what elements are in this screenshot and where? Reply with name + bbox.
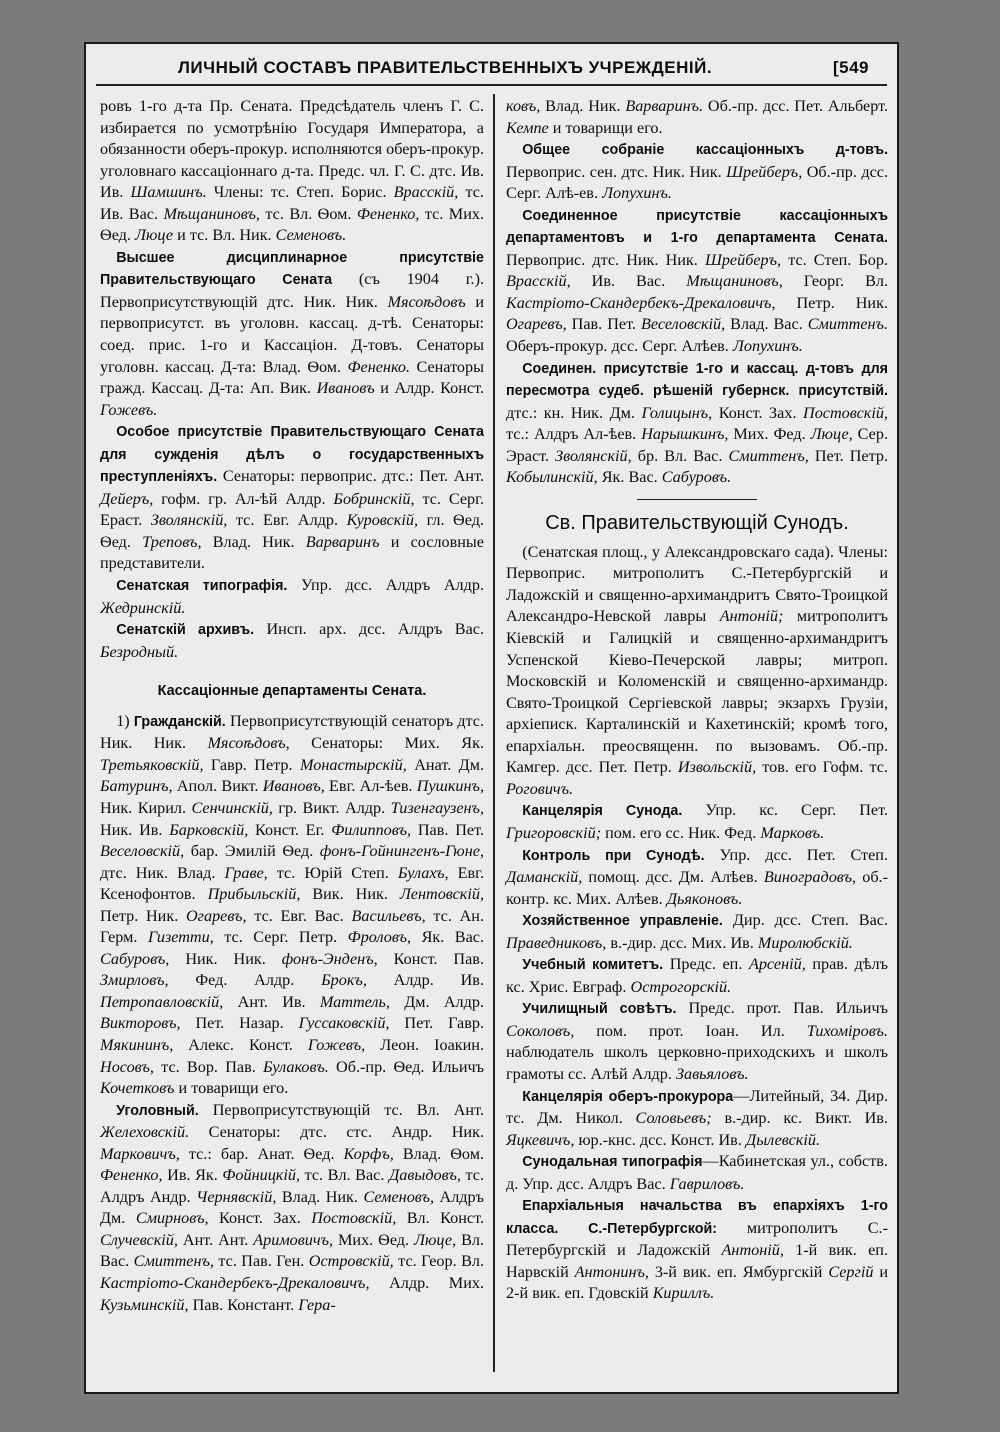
- entry-text: в.-дир. кс. Викт. Ив.: [711, 1109, 888, 1128]
- entry-text: Вик. Ник.: [300, 885, 400, 904]
- person-surname: Кобылинскій,: [506, 468, 598, 487]
- entry-heading: Сунодальная типографія: [522, 1154, 703, 1171]
- running-header: [86, 54, 897, 82]
- entry-text: тс. Вл. Ѳом.: [259, 204, 357, 223]
- person-surname: Безродный.: [100, 642, 179, 661]
- entry-text: Первоприс. дтс. Ник. Ник.: [506, 250, 705, 269]
- entry-heading: Канцелярія оберъ-прокурора: [522, 1088, 734, 1105]
- entry-heading: Особое присутствіе Правительствующаго Сената для сужденія дѣлъ о государственныхъ преступленіяхъ.: [100, 424, 484, 486]
- person-surname: Барковскій,: [169, 820, 249, 839]
- continuation-paragraph: [506, 96, 888, 139]
- person-surname: Завьяловъ.: [675, 1064, 749, 1083]
- person-surname: Кириллъ.: [652, 1284, 715, 1303]
- person-surname: Мѣщаниновъ,: [163, 204, 260, 223]
- entry-text: Ник. Ив.: [100, 820, 170, 839]
- person-surname: Фененко,: [100, 1166, 163, 1185]
- person-surname: Зволянскій,: [150, 511, 228, 530]
- entry-text: Ант. Ив.: [223, 992, 320, 1011]
- person-surname: Нарышкинъ,: [641, 425, 729, 444]
- entry-text: тс. Степ. Бор.: [781, 250, 888, 269]
- person-surname: Зволянскій,: [555, 446, 632, 465]
- entry-text: Алдр. Ив.: [366, 971, 484, 990]
- synod-typography-paragraph: [506, 1151, 888, 1195]
- person-surname: ковъ,: [506, 97, 541, 115]
- person-surname: Арсеній,: [748, 955, 806, 974]
- person-surname: Огаревъ,: [506, 315, 567, 334]
- person-surname: Острогорскій.: [630, 977, 732, 996]
- entry-text: дтс.: кн. Ник. Дм.: [506, 403, 642, 422]
- general-assembly-paragraph: [506, 139, 888, 205]
- page-number: [549: [832, 58, 869, 77]
- person-surname: Островскій,: [308, 1252, 394, 1271]
- person-surname: Васильевъ,: [351, 906, 426, 925]
- entry-text: гр. Викт. Алдр.: [272, 798, 391, 817]
- right-column: [506, 96, 888, 1305]
- person-surname: Веселовскій,: [100, 842, 185, 861]
- entry-text: Алекс. Конст.: [173, 1035, 308, 1054]
- entry-text: Члены: тс. Степ. Борис.: [206, 183, 394, 202]
- entry-text: Петр. Ник.: [775, 293, 888, 312]
- economic-administration-paragraph: [506, 910, 888, 954]
- special-presence-paragraph: [100, 421, 484, 575]
- entry-heading: Сенатскій архивъ.: [116, 622, 255, 639]
- entry-text: Конст. Зах.: [208, 1209, 312, 1228]
- entry-text: 1-й вик. еп. Нарвскій: [506, 1241, 888, 1281]
- entry-text: Фед. Алдр.: [168, 971, 322, 990]
- entry-text: Об.-пр. дсс. Пет. Альберт.: [703, 97, 888, 115]
- entry-text: Влад. Ник.: [201, 532, 306, 551]
- person-surname: Случевскій,: [100, 1230, 178, 1249]
- senate-intro-paragraph: [100, 96, 484, 247]
- person-surname: Сенчинскій,: [191, 798, 273, 817]
- person-surname: Гера-: [298, 1295, 336, 1314]
- entry-text: и тс. Вл. Ник.: [173, 226, 276, 245]
- entry-text: тс. Евг. Алдр.: [227, 511, 347, 530]
- entry-text: Леон. Іоакин.: [365, 1035, 484, 1054]
- person-surname: Праведниковъ,: [506, 933, 607, 952]
- entry-text: Як. Вас.: [411, 928, 485, 947]
- entry-text: Гавр. Петр.: [203, 755, 300, 774]
- person-surname: Врасскій,: [506, 272, 571, 291]
- entry-heading: Сенатская типографія.: [116, 578, 288, 595]
- person-surname: Аримовичъ,: [253, 1230, 334, 1249]
- person-surname: Яцкевичъ,: [506, 1130, 575, 1149]
- person-surname: Третьяковскій,: [100, 755, 204, 774]
- entry-text: тс. Серг. Петр.: [213, 928, 348, 947]
- entry-text: —Кабинетская ул., собств. д. Упр. дсс. Алдръ Вас.: [506, 1152, 888, 1193]
- person-surname: Кочетковъ: [100, 1079, 175, 1098]
- person-surname: Антонинъ,: [574, 1262, 649, 1281]
- person-surname: Бобринскій,: [333, 489, 415, 508]
- person-surname: Сабуровъ,: [100, 949, 170, 968]
- entry-text: тс. Алдръ Андр.: [100, 1166, 484, 1206]
- person-surname: Маттель,: [319, 992, 390, 1011]
- person-surname: Фененко,: [356, 204, 420, 223]
- entry-text: 1): [116, 711, 134, 730]
- entry-heading: Гражданскій.: [133, 713, 226, 730]
- entry-text: Як. Вас.: [597, 468, 662, 487]
- person-surname: Гизетти,: [147, 928, 214, 947]
- synod-members-paragraph: [506, 542, 888, 801]
- entry-text: и Алдр. Конст.: [374, 379, 484, 398]
- entry-text: —Литейный, 34. Дир. тс. Дм. Никол.: [506, 1086, 888, 1128]
- person-surname: Ивановъ,: [262, 777, 325, 796]
- entry-text: Сенаторы: дтс. стс. Андр. Ник.: [189, 1123, 484, 1142]
- entry-heading: Соединенное присутствіе кассаціонныхъ департаментовъ и 1-го департамента Сената.: [506, 207, 888, 247]
- entry-text: Об.-пр. Ѳед. Ильичъ: [328, 1057, 484, 1076]
- entry-text: Первоприс. сен. дтс. Ник. Ник.: [506, 162, 727, 181]
- header-title: ЛИЧНЫЙ СОСТАВЪ ПРАВИТЕЛЬСТВЕННЫХЪ УЧРЕЖДЕНІЙ.: [178, 58, 713, 77]
- entry-text: митрополитъ Кіевскій и Галицкій и священно-архимандритъ Успенской Кіево-Печерской лавры; митроп. Московскій и Коломенскій и священно-архимандр. Свято-Троицкой Сергіевской лавры; экзархъ Грузіи, архіеписк. Карталинскій и Кахетинскій; кромѣ того, епархіальн. преосвященн. по вызовамъ. Об.-пр. Камгер. дсс. Пет. Петр.: [506, 607, 888, 777]
- person-surname: Дейеръ,: [100, 489, 154, 508]
- entry-text: тов. его Гофм. тс.: [756, 758, 888, 777]
- entry-heading: Епархіальныя начальства въ епархіяхъ 1-го класса. С.-Петербургской:: [506, 1198, 888, 1237]
- entry-text: гофм. гр. Ал-ѣй Алдр.: [153, 489, 334, 508]
- person-surname: Антоній;: [719, 607, 784, 626]
- entry-text: Влад. Ник.: [276, 1187, 364, 1206]
- entry-text: и товарищи его.: [174, 1079, 289, 1098]
- entry-text: Петр. Ник.: [100, 906, 186, 925]
- person-surname: Булаковъ.: [263, 1057, 329, 1076]
- person-surname: Тизенгаузенъ,: [390, 798, 484, 817]
- person-surname: Давыдовъ,: [388, 1166, 461, 1185]
- school-council-paragraph: [506, 998, 888, 1085]
- person-surname: Гожевъ.: [100, 400, 158, 419]
- entry-heading: Общее собраніе кассаціонныхъ д-товъ.: [522, 142, 888, 159]
- entry-text: дтс. Ник. Влад.: [100, 863, 225, 882]
- entry-text: Ант. Ант.: [177, 1230, 254, 1249]
- entry-text: Упр. дсс. Пет. Степ.: [704, 845, 888, 864]
- person-surname: Викторовъ,: [100, 1014, 181, 1033]
- person-surname: Марковичъ,: [100, 1144, 180, 1163]
- document-page: [84, 42, 899, 1394]
- person-surname: Гожевъ,: [307, 1035, 366, 1054]
- person-surname: Марковъ.: [760, 823, 825, 842]
- entry-text: Анат. Дм.: [406, 755, 484, 774]
- person-surname: Фененко.: [347, 357, 411, 376]
- entry-text: тс. Ан. Герм.: [100, 906, 485, 947]
- person-surname: Сабуровъ.: [661, 468, 732, 487]
- entry-text: и 2-й вик. еп. Гдовскій: [506, 1262, 888, 1303]
- entry-text: Пет. Гавр.: [389, 1014, 485, 1033]
- senate-archive-paragraph: [100, 619, 484, 663]
- entry-text: бар. Эмилій Ѳед.: [184, 842, 320, 861]
- entry-text: митрополитъ С.-Петербургскій и Ладожскій: [506, 1218, 888, 1260]
- entry-text: Дир. дсс. Степ. Вас.: [722, 911, 888, 930]
- cassation-departments-heading: Кассаціонные департаменты Сената.: [157, 683, 427, 700]
- entry-text: бр. Вл. Вас.: [631, 446, 729, 465]
- entry-text: Алдръ Дм.: [100, 1187, 485, 1228]
- synod-chancery-paragraph: [506, 800, 888, 844]
- entry-text: тс. Геор. Вл.: [393, 1252, 484, 1271]
- entry-text: Евг. Ксенофонтов.: [100, 863, 485, 904]
- person-surname: Кузьминскій,: [100, 1295, 189, 1314]
- person-surname: Филипповъ,: [331, 820, 412, 839]
- entry-text: Конст. Зах.: [712, 403, 804, 422]
- entry-heading: Учебный комитетъ.: [522, 957, 664, 974]
- diocesan-authorities-paragraph: [506, 1195, 888, 1305]
- entry-text: тс. Юрій Степ.: [267, 863, 398, 882]
- entry-text: Сенаторы: Мих. Як.: [289, 734, 485, 753]
- person-surname: Кемпе: [506, 118, 549, 137]
- entry-text: прав. дѣлъ кс. Хрис. Евграф.: [506, 955, 888, 996]
- person-surname: Антоній,: [721, 1241, 784, 1260]
- person-surname: Мясоѣдовъ: [387, 292, 466, 311]
- person-surname: Жедринскій.: [100, 598, 186, 617]
- person-surname: Лентовскій,: [399, 885, 485, 904]
- person-surname: Семеновъ,: [363, 1187, 435, 1206]
- person-surname: Кастріото-Скандербекъ-Дрекаловичъ,: [100, 1273, 370, 1292]
- left-column: [100, 96, 484, 1316]
- person-surname: Мясоѣдовъ,: [207, 734, 290, 753]
- entry-text: пом. прот. Іоан. Ил.: [574, 1021, 807, 1040]
- entry-text: тс. Серг. Ераст.: [100, 489, 484, 530]
- entry-text: Пет. Петр.: [808, 446, 888, 465]
- entry-text: Георг. Вл.: [782, 272, 889, 291]
- person-surname: Батуринъ,: [100, 777, 173, 796]
- person-surname: Чернявскій,: [196, 1187, 277, 1206]
- entry-heading: Канцелярія Сунода.: [522, 803, 683, 820]
- person-surname: Кастріото-Скандербекъ-Дрекаловичъ,: [506, 293, 776, 312]
- person-surname: Соловьевъ;: [635, 1109, 712, 1128]
- entry-text: об.-контр. кс. Мих. Алѣев.: [506, 868, 888, 908]
- person-surname: Тихоміровъ.: [806, 1021, 888, 1040]
- entry-text: тс. Евг. Вас.: [246, 906, 352, 925]
- person-surname: Змирловъ,: [100, 971, 169, 990]
- entry-text: Пав. Пет.: [411, 820, 484, 839]
- person-surname: Постовскій,: [311, 1209, 397, 1228]
- entry-text: Оберъ-прокур. дсс. Серг. Алѣев.: [506, 337, 733, 356]
- entry-heading: Высшее дисциплинарное присутствіе Правительствующаго Сената: [100, 249, 484, 289]
- entry-text: Пав. Констант.: [188, 1295, 299, 1314]
- person-surname: Сергій: [828, 1262, 874, 1281]
- person-surname: Семеновъ.: [275, 226, 347, 245]
- person-surname: Брокъ,: [321, 971, 367, 990]
- united-presence-paragraph: [506, 205, 888, 358]
- person-surname: Лопухинъ.: [602, 184, 672, 203]
- entry-heading: Училищный совѣтъ.: [522, 1001, 677, 1018]
- header-rule: [96, 84, 887, 86]
- entry-text: юр.-кнс. дсс. Конст. Ив.: [574, 1130, 746, 1149]
- person-surname: Извольскій,: [677, 758, 757, 777]
- entry-text: гл. Ѳед. Ѳед.: [100, 511, 484, 551]
- person-surname: Пушкинъ,: [416, 777, 485, 796]
- entry-text: Сенаторы: первоприс. дтс.: Пет. Ант.: [217, 467, 484, 486]
- person-surname: Голицынъ,: [641, 403, 713, 422]
- person-surname: Куровскій,: [346, 511, 419, 530]
- educational-committee-paragraph: [506, 954, 888, 998]
- entry-text: Мих. Ѳед.: [333, 1230, 415, 1249]
- person-surname: Виноградовъ,: [763, 868, 857, 887]
- entry-text: Конст. Пав.: [377, 949, 484, 968]
- person-surname: Огаревъ,: [185, 906, 247, 925]
- entry-text: Дм. Алдр.: [389, 992, 484, 1011]
- person-surname: Гавриловъ.: [669, 1174, 745, 1193]
- entry-text: тс. Ив. Вас.: [100, 183, 484, 223]
- civil-department-paragraph: [100, 711, 484, 1100]
- person-surname: Треповъ,: [142, 532, 202, 551]
- entry-text: тс. Мих. Ѳед.: [100, 204, 484, 245]
- person-surname: Смиттенъ.: [807, 315, 888, 334]
- person-surname: Люце: [135, 226, 174, 245]
- entry-text: тс. Пав. Ген.: [213, 1252, 309, 1271]
- person-surname: Носовъ,: [100, 1057, 154, 1076]
- section-rule: [637, 499, 757, 500]
- synod-heading: Св. Правительствующій Сунодъ.: [545, 511, 849, 534]
- person-surname: Люце,: [414, 1230, 457, 1249]
- person-surname: Смирновъ,: [135, 1209, 209, 1228]
- entry-text: Алдр. Мих.: [369, 1273, 484, 1292]
- person-surname: Шрейберъ,: [726, 162, 803, 181]
- person-surname: Корфъ,: [343, 1144, 394, 1163]
- entry-text: в.-дир. дсс. Мих. Ив.: [606, 933, 758, 952]
- entry-heading: Соединен. присутствіе 1-го и кассац. д-товъ для пересмотра судеб. рѣшеній губернск. присутствій.: [506, 360, 888, 400]
- entry-text: тс. Вор. Пав.: [153, 1057, 264, 1076]
- person-surname: Мѣщаниновъ,: [686, 272, 783, 291]
- criminal-department-paragraph: [100, 1100, 484, 1316]
- person-surname: Постовскій,: [803, 403, 888, 422]
- procurator-chancery-paragraph: [506, 1086, 888, 1152]
- person-surname: Фойницкій,: [222, 1166, 301, 1185]
- entry-text: Предс. прот. Пав. Ильичъ: [676, 999, 888, 1018]
- person-surname: фонъ-Гойнингенъ-Гюне,: [319, 842, 484, 861]
- entry-text: Упр. дсс. Алдръ Алдр.: [287, 576, 484, 595]
- person-surname: Гуссаковскій,: [298, 1014, 390, 1033]
- entry-text: ровъ 1-го д-та Пр. Сената. Предсѣдатель членъ Г. С. избирается по усмотрѣнію Государя Императора, а обязанности оберъ-прокур. исполняются оберъ-прокур. уголовнаго кассаціоннаго д-та. Предс. чл. Г. С. дтс. Ив. Ив.: [100, 97, 484, 202]
- entry-text: Вл. Вас.: [100, 1230, 484, 1271]
- person-surname: Миролюбскій.: [757, 933, 853, 952]
- person-surname: Веселовскій,: [640, 315, 726, 334]
- entry-text: помощ. дсс. Дм. Алѣев.: [582, 868, 764, 887]
- entry-text: и первоприсутст. въ уголовн. кассац. д-тѣ. Сенаторы: соед. прис. 1-го и Кассаціон. Д-товъ. Сенаторы уголовн. кассац. Д-та: Влад. Ѳом.: [100, 292, 484, 376]
- entry-text: Об.-пр. дсс. Серг. Алѣ-ев.: [506, 162, 888, 203]
- person-surname: Лопухинъ.: [732, 337, 803, 356]
- entry-text: Первоприсутствующій тс. Вл. Ант.: [198, 1100, 484, 1119]
- entry-text: Инсп. арх. дсс. Алдръ Вас.: [254, 620, 484, 639]
- person-surname: Шамшинъ.: [130, 183, 207, 202]
- entry-text: Ник. Кирил.: [100, 798, 192, 817]
- entry-text: тс.: бар. Анат. Ѳед.: [179, 1144, 344, 1163]
- person-surname: Прибыльскій,: [207, 885, 301, 904]
- person-surname: Роговичъ.: [506, 779, 574, 798]
- entry-text: (съ 1904 г.). Первоприсутствующій дтс. Ник. Ник.: [100, 270, 485, 311]
- entry-heading: Уголовный.: [116, 1102, 199, 1119]
- person-surname: Граве,: [224, 863, 268, 882]
- entry-text: 3-й вик. еп. Ямбургскій: [648, 1262, 829, 1281]
- entry-text: Ив. Як.: [162, 1166, 223, 1185]
- person-surname: Дылевскій.: [745, 1130, 821, 1149]
- person-surname: фонъ-Энденъ,: [281, 949, 378, 968]
- person-surname: Варваринъ.: [625, 97, 704, 115]
- entry-text: пом. его сс. Ник. Фед.: [601, 823, 761, 842]
- entry-text: наблюдатель школъ церковно-приходскихъ и школъ грамоты сс. Алѣй Алдр.: [506, 1043, 888, 1083]
- entry-text: Мих. Фед.: [728, 425, 811, 444]
- person-surname: Булахъ,: [397, 863, 449, 882]
- entry-text: Апол. Викт.: [172, 777, 263, 796]
- person-surname: Мякининъ,: [100, 1035, 174, 1054]
- person-surname: Соколовъ,: [506, 1021, 575, 1040]
- disciplinary-presence-paragraph: [100, 247, 484, 421]
- person-surname: Даманскій,: [506, 868, 583, 887]
- senate-typography-paragraph: [100, 575, 484, 619]
- person-surname: Ивановъ: [316, 379, 375, 398]
- entry-text: и товарищи его.: [548, 118, 663, 137]
- entry-text: Первоприсутствующій сенаторъ дтс. Ник. Ник.: [100, 711, 485, 753]
- entry-text: Пет. Назар.: [180, 1014, 299, 1033]
- entry-heading: Контроль при Сунодѣ.: [522, 847, 705, 864]
- person-surname: Варваринъ: [305, 532, 380, 551]
- person-surname: Врасскій,: [393, 183, 459, 202]
- entry-text: Влад. Ник.: [540, 97, 626, 115]
- person-surname: Смиттенъ,: [133, 1252, 214, 1271]
- entry-heading: Хозяйственное управленіе.: [522, 913, 723, 930]
- entry-text: Ив. Вас.: [570, 272, 687, 291]
- synod-control-paragraph: [506, 845, 888, 911]
- entry-text: тс.: Алдръ Ал-ѣев.: [506, 425, 642, 444]
- entry-text: Сер. Эраст.: [506, 425, 888, 465]
- united-revision-paragraph: [506, 358, 888, 489]
- person-surname: Григоровскій;: [506, 823, 602, 842]
- entry-text: Сенаторы гражд. Кассац. Д-та: Ап. Вик.: [100, 357, 484, 398]
- person-surname: Люце,: [810, 425, 853, 444]
- entry-text: Пав. Пет.: [566, 315, 641, 334]
- person-surname: Петропавловскій,: [100, 992, 224, 1011]
- entry-text: Евг. Ал-ѣев.: [324, 777, 417, 796]
- entry-text: (Сенатская площ., у Александровскаго сада). Члены: Первоприс. митрополитъ С.-Петербургскій и Ладожскій и священно-архимандритъ Свято-Троицкой Александро-Невской лавры: [506, 542, 888, 626]
- entry-text: Влад. Ѳом.: [393, 1144, 485, 1163]
- entry-text: Влад. Вас.: [725, 315, 808, 334]
- entry-text: Вл. Конст.: [396, 1209, 484, 1228]
- person-surname: Монастырскій,: [299, 755, 407, 774]
- entry-text: и сословные представители.: [100, 532, 484, 573]
- person-surname: Шрейберъ,: [704, 250, 782, 269]
- entry-text: Ник. Ник.: [169, 949, 282, 968]
- entry-text: Упр. кс. Серг. Пет.: [682, 801, 888, 820]
- column-divider: [493, 94, 495, 1372]
- person-surname: Смиттенъ,: [728, 446, 809, 465]
- person-surname: Желеховскій.: [100, 1123, 190, 1142]
- person-surname: Дьяконовъ.: [666, 889, 743, 908]
- entry-text: тс. Вл. Вас.: [300, 1166, 389, 1185]
- entry-text: Предс. еп.: [663, 955, 749, 974]
- person-surname: Фроловъ,: [347, 928, 412, 947]
- entry-text: Конст. Ег.: [248, 820, 332, 839]
